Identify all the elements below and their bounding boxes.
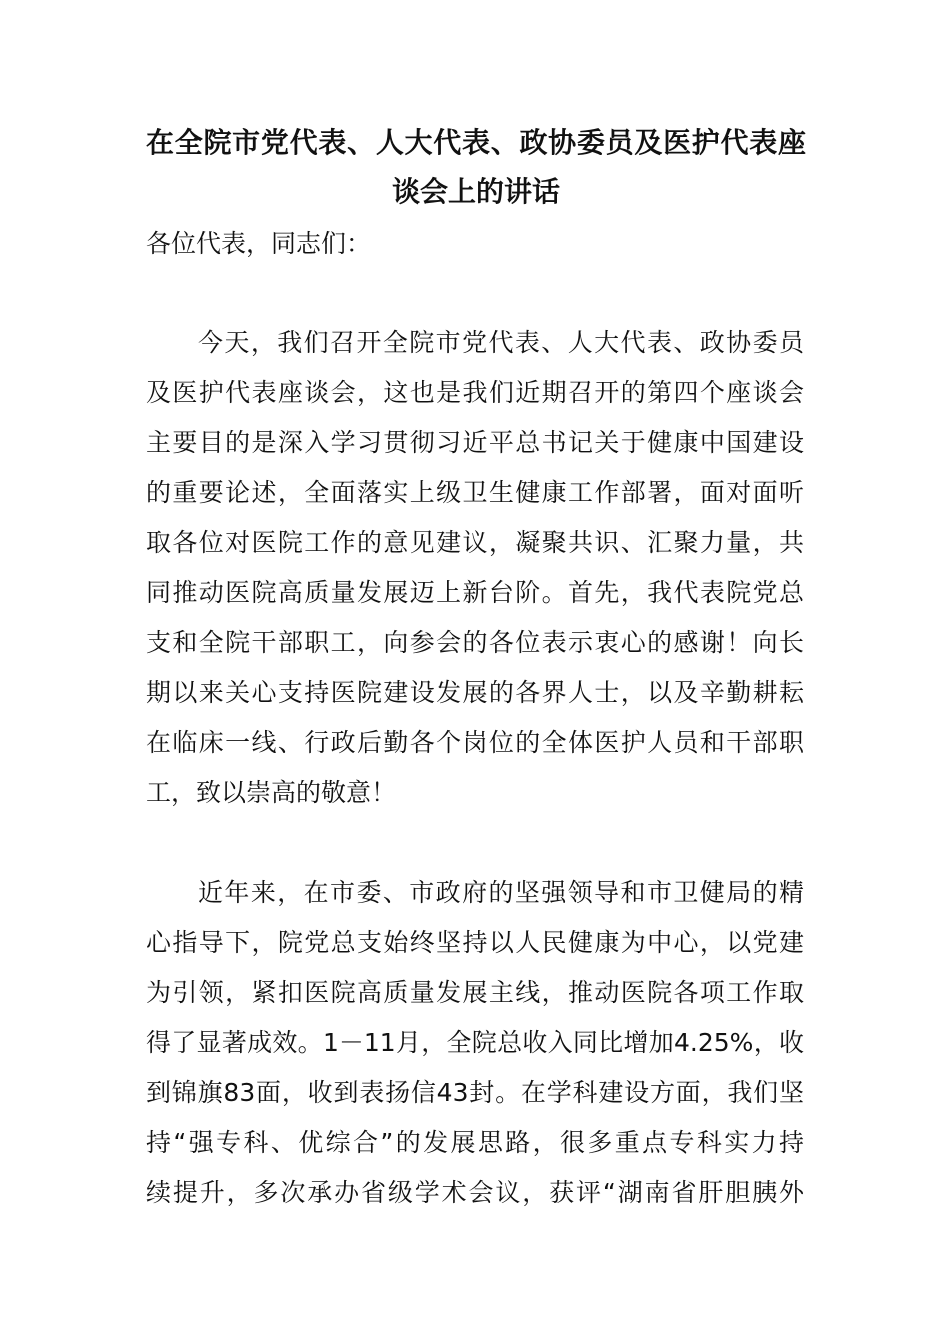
paragraph-1-line: 同推动医院高质量发展迈上新台阶。首先，我代表院党总	[146, 578, 804, 607]
paragraph-2-line: 持“强专科、优综合”的发展思路，很多重点专科实力持	[146, 1128, 804, 1157]
paragraph-1-line: 今天，我们召开全院市党代表、人大代表、政协委员	[198, 328, 804, 357]
paragraph-1-line: 在临床一线、行政后勤各个岗位的全体医护人员和干部职	[146, 728, 804, 757]
paragraph-2-line: 为引领，紧扣医院高质量发展主线，推动医院各项工作取	[146, 978, 804, 1007]
document-title-line-1: 在全院市党代表、人大代表、政协委员及医护代表座	[146, 126, 806, 159]
paragraph-1-line: 主要目的是深入学习贯彻习近平总书记关于健康中国建设	[146, 428, 804, 457]
paragraph-2-line: 续提升，多次承办省级学术会议，获评“湖南省肝胆胰外	[146, 1178, 804, 1207]
paragraph-1-line: 取各位对医院工作的意见建议，凝聚共识、汇聚力量，共	[146, 528, 804, 557]
paragraph-2-line: 得了显著成效。1－11月，全院总收入同比增加4.25%，收	[146, 1028, 804, 1057]
paragraph-1-line: 的重要论述，全面落实上级卫生健康工作部署，面对面听	[146, 478, 804, 507]
paragraph-2-line: 心指导下，院党总支始终坚持以人民健康为中心，以党建	[146, 928, 804, 957]
paragraph-1-line: 及医护代表座谈会，这也是我们近期召开的第四个座谈会	[146, 378, 804, 407]
paragraph-1-line: 期以来关心支持医院建设发展的各界人士，以及辛勤耕耘	[146, 678, 804, 707]
paragraph-2-line: 近年来，在市委、市政府的坚强领导和市卫健局的精	[198, 878, 804, 907]
greeting: 各位代表，同志们：	[146, 229, 372, 258]
paragraph-1-line: 工，致以崇高的敬意！	[146, 778, 397, 807]
paragraph-1-line: 支和全院干部职工，向参会的各位表示衷心的感谢！向长	[146, 628, 804, 657]
paragraph-2-line: 到锦旗83面，收到表扬信43封。在学科建设方面，我们坚	[146, 1078, 804, 1107]
document-title-line-2: 谈会上的讲话	[391, 175, 560, 208]
